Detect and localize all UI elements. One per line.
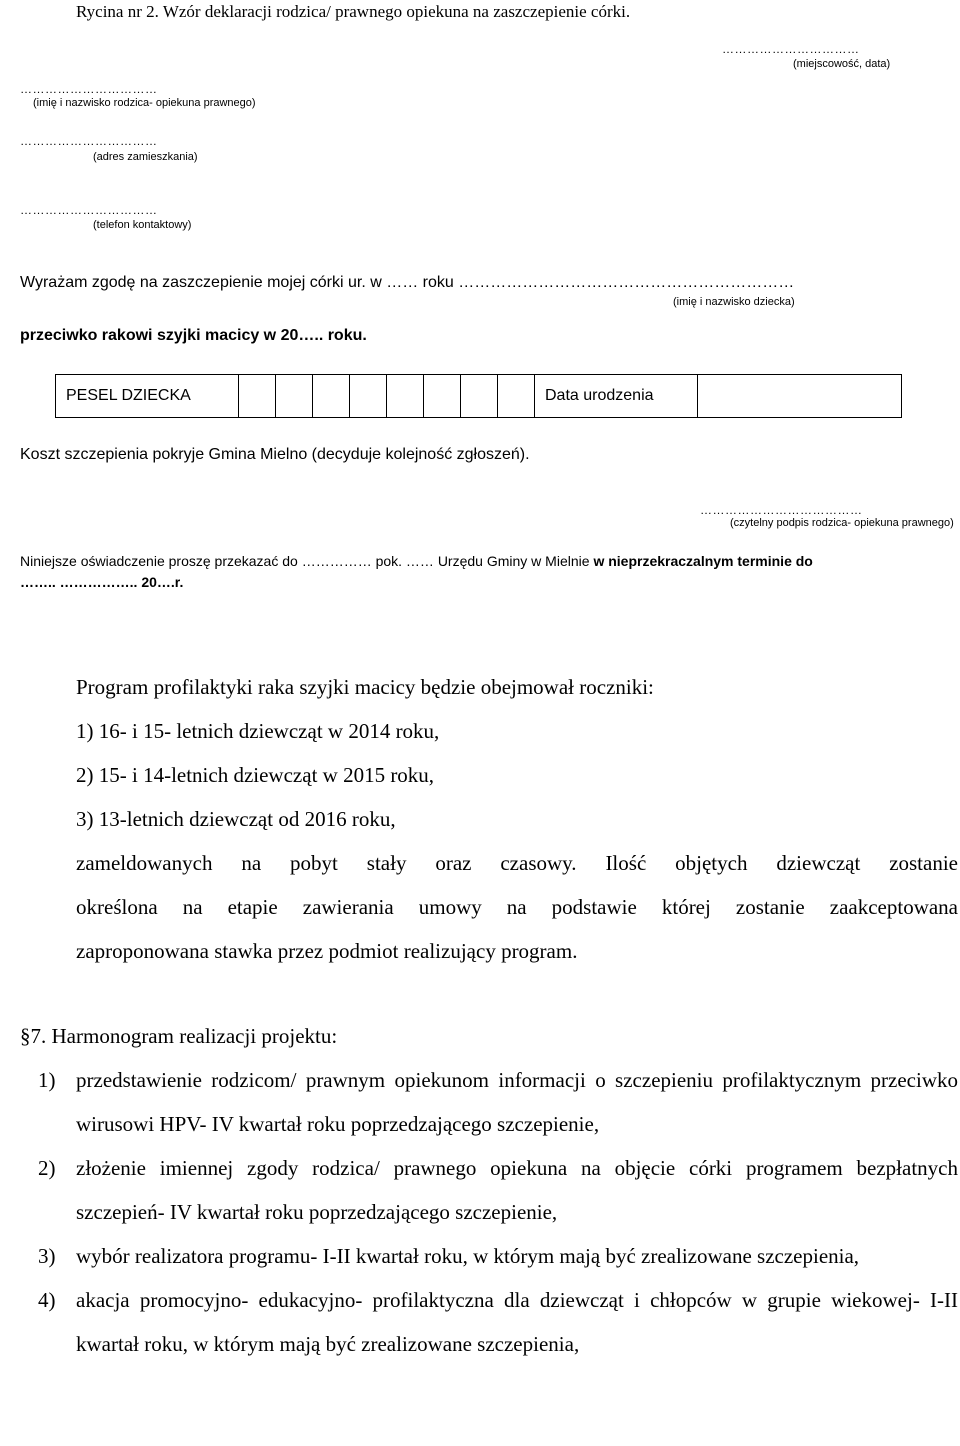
pesel-label-cell (56, 375, 239, 418)
deliver-text: Niniejsze oświadczenie proszę przekazać do …………… pok. …… Urzędu Gminy w Mielnie (20, 553, 594, 569)
schedule-item-text: przedstawienie rodzicom/ prawnym opiekunom informacji o szczepieniu profilaktycznym przeciwko wirusowi HPV- IV kwartał roku poprzedzającego szczepienie, (76, 1068, 958, 1136)
dob-label: Data urodzenia (545, 387, 654, 404)
signature-label: (czytelny podpis rodzica- opiekuna prawnego) (730, 517, 954, 529)
parent-name-label: (imię i nazwisko rodzica- opiekuna prawnego) (33, 97, 256, 109)
pesel-digit-cell[interactable] (461, 375, 498, 418)
schedule-item-number: 4) (38, 1288, 56, 1312)
pesel-digit-cell[interactable] (313, 375, 350, 418)
program-paragraph-line: zameldowanych na pobyt stały oraz czasowy. Ilość objętych dziewcząt zostanie (76, 851, 958, 875)
program-item: 2) 15- i 14-letnich dziewcząt w 2015 roku, (76, 763, 435, 787)
deliver-deadline: w nieprzekraczalnym terminie do (593, 553, 813, 569)
child-name-label: (imię i nazwisko dziecka) (673, 296, 795, 308)
schedule-item-number: 2) (38, 1156, 56, 1180)
program-paragraph-line: zaproponowana stawka przez podmiot realizujący program. (76, 939, 578, 963)
schedule-item (38, 1146, 958, 1234)
schedule-item-text: złożenie imiennej zgody rodzica/ prawnego opiekuna na objęcie córki programem bezpłatnych szczepień- IV kwartał roku poprzedzającego szczepienie, (76, 1156, 958, 1224)
deliver-line (20, 553, 813, 569)
pesel-table (55, 374, 902, 418)
phone-label: (telefon kontaktowy) (93, 219, 192, 231)
address-label: (adres zamieszkania) (93, 151, 198, 163)
pesel-digit-cell[interactable] (498, 375, 535, 418)
schedule-item-text: akacja promocyjno- edukacyjno- profilaktyczna dla dziewcząt i chłopców w grupie wiekowej- I-II kwartał roku, w którym mają być zrealizowane szczepienia, (76, 1288, 958, 1356)
place-date-label: (miejscowość, data) (793, 58, 891, 70)
address-dots: …………………………… (20, 134, 158, 148)
pesel-digit-cell[interactable] (276, 375, 313, 418)
pesel-digit-cell[interactable] (424, 375, 461, 418)
schedule-item-number: 3) (38, 1244, 56, 1268)
against-line: przeciwko rakowi szyjki macicy w 20….. roku. (20, 327, 367, 344)
parent-name-dots: …………………………… (20, 82, 158, 96)
schedule-item-text: wybór realizatora programu- I-II kwartał roku, w którym mają być zrealizowane szczepienia, (76, 1244, 860, 1268)
schedule-item-number: 1) (38, 1068, 56, 1092)
program-item: 3) 13-letnich dziewcząt od 2016 roku, (76, 807, 396, 831)
program-item: 1) 16- i 15- letnich dziewcząt w 2014 roku, (76, 719, 440, 743)
program-intro: Program profilaktyki raka szyjki macicy będzie obejmował roczniki: (76, 675, 654, 699)
schedule-heading: §7. Harmonogram realizacji projektu: (20, 1024, 338, 1048)
dob-value-cell[interactable] (698, 375, 902, 418)
signature-dots: ………………………………… (700, 503, 863, 517)
dob-label-cell (535, 375, 698, 418)
schedule-item (38, 1278, 958, 1366)
phone-dots: …………………………… (20, 203, 158, 217)
pesel-digit-cell[interactable] (387, 375, 424, 418)
cost-line: Koszt szczepienia pokryje Gmina Mielno (decyduje kolejność zgłoszeń). (20, 446, 530, 463)
deliver-date: …….. …………….. 20….r. (20, 574, 184, 590)
place-date-dots: …………………………… (722, 42, 860, 56)
pesel-digit-cell[interactable] (239, 375, 276, 418)
schedule-item (38, 1234, 958, 1278)
consent-line: Wyrażam zgodę na zaszczepienie mojej córki ur. w …… roku ……………………………………………………… (20, 274, 795, 291)
figure-caption: Rycina nr 2. Wzór deklaracji rodzica/ prawnego opiekuna na zaszczepienie córki. (76, 2, 631, 21)
schedule-list (38, 1058, 958, 1366)
pesel-label: PESEL DZIECKA (66, 387, 191, 404)
program-section (76, 665, 958, 973)
program-paragraph-line: określona na etapie zawierania umowy na podstawie której zostanie zaakceptowana (76, 895, 958, 919)
schedule-item (38, 1058, 958, 1146)
pesel-digit-cell[interactable] (350, 375, 387, 418)
